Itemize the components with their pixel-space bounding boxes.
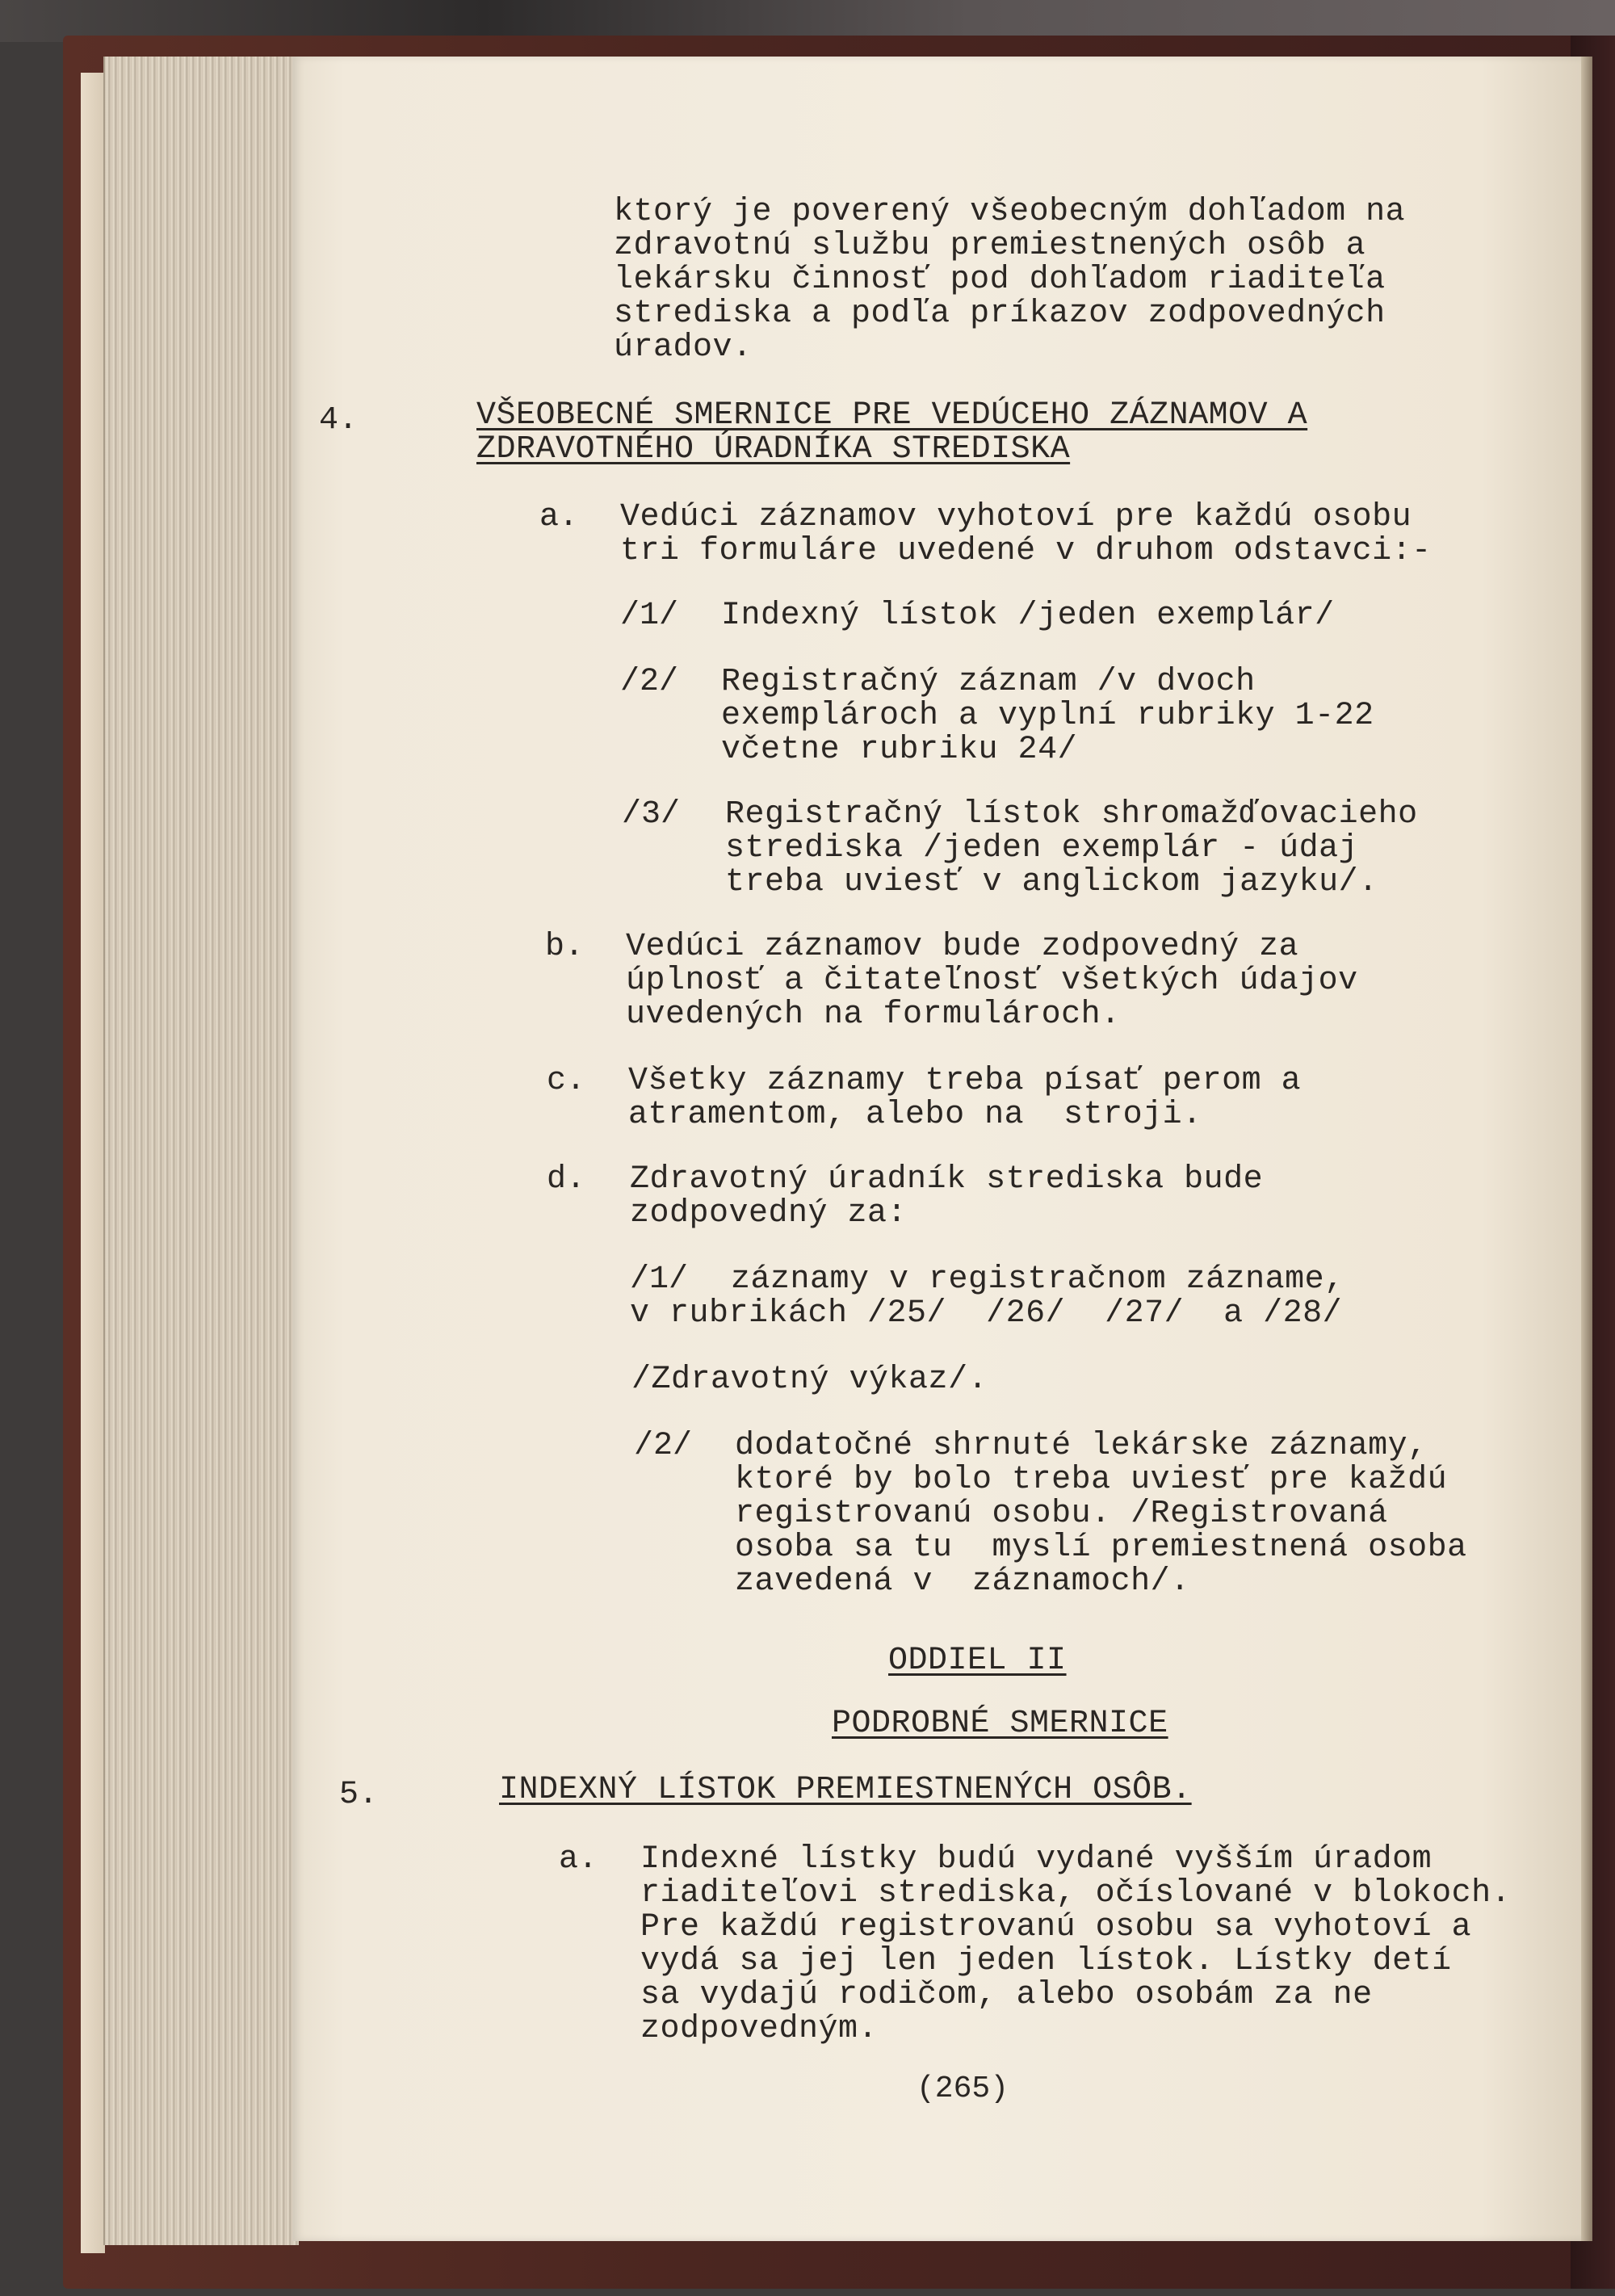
section-number: 4.	[319, 402, 359, 439]
text-line: lekársku činnosť pod dohľadom riaditeľa	[614, 262, 1386, 298]
text-line: osoba sa tu myslí premiestnená osoba	[735, 1530, 1467, 1566]
section-heading: VŠEOBECNÉ SMERNICE PRE VEDÚCEHO ZÁZNAMOV A	[476, 397, 1308, 434]
page-left-strip	[81, 73, 105, 2253]
text-line: záznamy v registračnom zázname,	[731, 1261, 1344, 1298]
subitem-label: /2/	[634, 1428, 693, 1464]
section-heading: ZDRAVOTNÉHO ÚRADNÍKA STREDISKA	[476, 431, 1071, 468]
page-stack	[103, 57, 299, 2245]
text-line: úplnosť a čitateľnosť všetkých údajov	[626, 963, 1358, 999]
page-right-edge	[1581, 57, 1592, 2241]
text-line: atramentom, alebo na stroji.	[628, 1097, 1202, 1133]
text-line: Registračný záznam /v dvoch	[721, 664, 1256, 700]
item-label: a.	[559, 1841, 598, 1878]
page-number: (265)	[917, 2071, 1009, 2106]
text-line: zodpovedným.	[640, 2011, 879, 2047]
subitem-label: /2/	[620, 664, 679, 700]
text-line: tri formuláre uvedené v druhom odstavci:-	[620, 533, 1432, 569]
text-line: ktoré by bolo treba uviesť pre každú	[735, 1462, 1448, 1498]
part-subtitle: PODROBNÉ SMERNICE	[832, 1706, 1168, 1742]
text-line: strediska a podľa príkazov zodpovedných	[614, 296, 1386, 332]
part-title: ODDIEL II	[888, 1643, 1067, 1679]
item-label: c.	[547, 1063, 586, 1099]
text-line: treba uviesť v anglickom jazyku/.	[725, 864, 1378, 900]
item-label: a.	[539, 499, 579, 535]
text-line: včetne rubriku 24/	[721, 732, 1078, 768]
text-line: úradov.	[614, 329, 753, 366]
text-line: Vedúci záznamov vyhotoví pre každú osobu	[620, 499, 1412, 535]
text-line: /Zdravotný výkaz/.	[631, 1362, 988, 1398]
text-line: dodatočné shrnuté lekárske záznamy,	[735, 1428, 1428, 1464]
text-line: exemplároch a vyplní rubriky 1-22	[721, 698, 1374, 734]
text-line: v rubrikách /25/ /26/ /27/ a /28/	[630, 1295, 1343, 1332]
text-line: Všetky záznamy treba písať perom a	[628, 1063, 1302, 1099]
text-line: Vedúci záznamov bude zodpovedný za	[626, 929, 1299, 965]
text-line: sa vydajú rodičom, alebo osobám za ne	[640, 1977, 1373, 2013]
text-line: uvedených na formulároch.	[626, 997, 1121, 1033]
subitem-label: /1/	[630, 1261, 689, 1298]
text-line: ktorý je poverený všeobecným dohľadom na	[614, 194, 1406, 230]
text-line: registrovanú osobu. /Registrovaná	[735, 1496, 1388, 1532]
subitem-label: /1/	[620, 598, 679, 634]
text-line: zodpovedný za:	[630, 1195, 908, 1232]
text-line: zavedená v záznamoch/.	[735, 1564, 1190, 1600]
text-line: Indexný lístok /jeden exemplár/	[721, 598, 1335, 634]
text-line: strediska /jeden exemplár - údaj	[725, 830, 1359, 867]
text-line: riaditeľovi strediska, očíslované v blokoch.	[640, 1875, 1512, 1912]
item-label: d.	[547, 1161, 586, 1198]
text-line: Zdravotný úradník strediska bude	[630, 1161, 1264, 1198]
text-line: Pre každú registrovanú osobu sa vyhotoví a	[640, 1909, 1472, 1946]
text-line: zdravotnú službu premiestnených osôb a	[614, 228, 1366, 264]
text-line: vydá sa jej len jeden lístok. Lístky detí	[640, 1943, 1452, 1979]
section-number: 5.	[339, 1777, 379, 1813]
text-line: Indexné lístky budú vydané vyšším úradom	[640, 1841, 1433, 1878]
item-label: b.	[545, 929, 585, 965]
section-heading: INDEXNÝ LÍSTOK PREMIESTNENÝCH OSÔB.	[499, 1772, 1192, 1808]
subitem-label: /3/	[622, 796, 681, 833]
text-line: Registračný lístok shromažďovacieho	[725, 796, 1418, 833]
